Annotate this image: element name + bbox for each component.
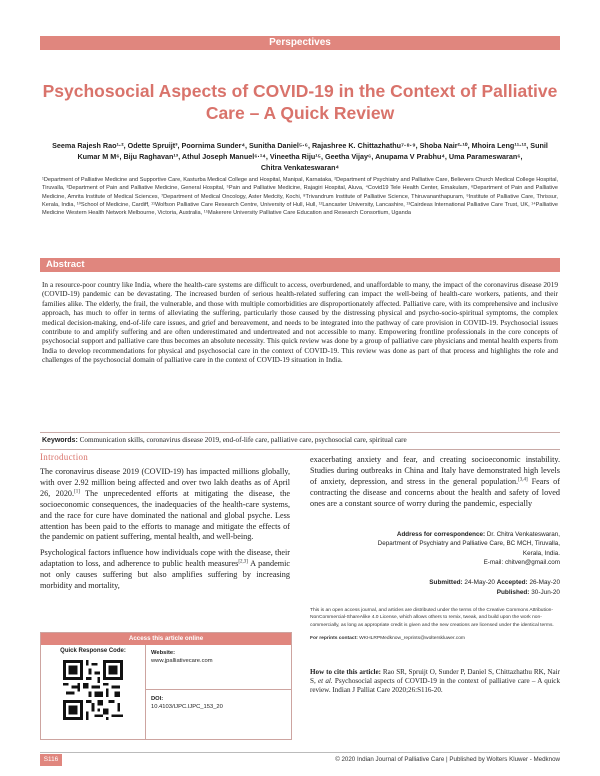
affiliations: ¹Department of Palliative Medicine and Supportive Care, Kasturba Medical College and Hospital, Manipal, Karnataka, ²Department of Psychiatry and Palliative Care, Believers Church Medical College Hospital, Tiruvalla, ³Department of Pain and Palliative Medicine, General Hospital, ⁵Pain and Palliative Medicine, Rajagiri Hospital, Aluva, ⁴Covid19 Tele Health Center, Ernakulam, ⁶Department of Pain and Palliative Medicine, Amrita Institute of Medical Sciences, ⁷Department of Medical Oncology, Aster Medcity, Kochi, ⁸Trivandrum Institute of Palliative Science, Thiruvananthapuram, ⁹Institute of Palliative Care, Thrissur, Kerala, India, ¹⁰School of Medicine, Cardiff, ¹¹Wolfson Palliative Care Research Centre, University of Hull, Hull, ¹²Lancaster University, Lancashire, ¹³Cairdeas International Palliative Care Trust, UK, ¹⁴Palliative Medicine Western Health Network Melbourne, Victoria, Australia, ¹⁵Makerere University Palliative Care Education and Research Consortium, Uganda <box>42 177 558 217</box>
paragraph-text: The unprecedented efforts at mitigating the disease, the socioeconomic consequences, the inadequacies of the health-care systems, and the race for cure have dominated the national and global psyche. Less attention has been paid to the efforts to manage and mitigate the effects of the pandemic on patient suffering, mental health, and well-being. <box>40 488 291 542</box>
keywords <box>42 436 558 445</box>
paragraph <box>40 548 290 592</box>
authors-line-1: Seema Rajesh Rao¹·², Odette Spruijt³, Poornima Sunder⁴, Sunitha Daniel⁵·⁶, Rajashree K. Chittazhathu⁷·⁸·⁹, Shoba Nair²·¹⁰, Mhoira Leng¹¹·¹², Sunil Kumar M M⁶, Biju Raghavan¹³, Athul Joseph Manuel⁶·¹⁴, Vineetha Riju¹⁵, Geetha Vijay⁶, Anupama V Prabhu⁴, Uma Parameswaran⁶, <box>52 141 548 161</box>
author-list <box>42 140 558 173</box>
divider <box>146 689 291 690</box>
access-heading: Access this article online <box>41 633 291 645</box>
license-notice <box>310 607 560 643</box>
abstract-text: In a resource-poor country like India, where the health-care systems are difficult to access, overburdened, and unaffordable to many, the impact of the coronavirus disease 2019 (COVID-19) pandemic can be devastating. The increased burden of serious health-related suffering can impact the well-being of health-care workers, patients, and their families alike. The elderly, the frail, the vulnerable, and those with multiple comorbidities are disproportionately affected. Palliative care, with its comprehensive and inclusive approach, has much to offer in terms of alleviating the suffering, particularly those caused by the distressing physical and psycho-socio-spiritual symptoms, the complex medical decision-making, end-of-life care issues, and grief and bereavement, and needs to be integrated into the pathway of care provision in COVID-19. Psychosocial issues contribute to and amplify suffering and are often underestimated and undertreated and not accessible to many. Empowering frontline professionals in the core concepts of psychosocial support and palliative care thus becomes an absolute necessity. This quick review was done by a group of palliative care physicians and mental health experts from India to develop recommendations for physical and psychosocial care in the context of COVID-19. This review was done as part of that process and highlights the role and challenges of the psychosocial domain of palliative care in the context of COVID-19 situation in India. <box>42 280 558 365</box>
correspondence-name: Dr. Chitra Venkateswaran, <box>485 531 560 538</box>
paragraph-text: Fears of contracting the disease and concerns about the health and safety of loved ones are a constant source of worry during the pandemic, especially <box>310 476 561 508</box>
page-number: S116 <box>40 754 62 766</box>
reprints-email[interactable]: WKHLRPMedknow_reprints@wolterskluwer.com <box>357 636 465 642</box>
divider <box>40 449 560 450</box>
doi-label: DOI: <box>151 696 164 702</box>
cite-text: Psychosocial aspects of COVID-19 in the context of palliative care – A quick review. Indian J Palliat Care 2020;26:S116-20. <box>310 677 560 694</box>
submitted-date: 24-May-20 <box>462 579 497 586</box>
qr-cell <box>41 645 146 739</box>
correspondence-address <box>310 530 560 567</box>
keywords-label: Keywords: <box>42 437 78 444</box>
accepted-date: 26-May-20 <box>527 579 560 586</box>
qr-code-icon[interactable] <box>63 660 123 720</box>
how-to-cite <box>310 668 560 695</box>
cite-etal: et al. <box>317 677 333 685</box>
published-label: Published: <box>496 589 530 596</box>
website-block <box>151 649 287 665</box>
citation-ref[interactable]: [1] <box>74 489 80 495</box>
license-text: This is an open access journal, and articles are distributed under the terms of the Creative Commons Attribution-NonCommercial-ShareAlike 4.0 License, which allows others to remix, tweak, and build upon the work non-commercially, as long as appropriate credit is given and the new creations are licensed under the identical terms. <box>310 608 554 628</box>
cite-label: How to cite this article: <box>310 668 381 676</box>
qr-label: Quick Response Code: <box>60 648 126 654</box>
section-banner: Perspectives <box>40 36 560 50</box>
paragraph-text: A pandemic not only causes suffering but also amplifies suffering by increasing morbidity and mortality, <box>40 559 290 591</box>
article-dates <box>310 578 560 598</box>
citation-ref[interactable]: [3,4] <box>518 477 528 483</box>
column-right <box>310 455 560 510</box>
accepted-label: Accepted: <box>496 579 528 586</box>
paragraph <box>310 455 560 510</box>
column-left <box>40 467 290 592</box>
divider <box>40 432 560 433</box>
footer-text: © 2020 Indian Journal of Palliative Care | Published by Wolters Kluwer - Medknow <box>335 756 560 763</box>
abstract-header <box>40 258 560 272</box>
correspondence-line: Department of Psychiatry and Palliative Care, BC MCH, Tiruvalla, <box>377 540 560 548</box>
published-date: 30-Jun-20 <box>529 589 560 596</box>
keywords-text: Communication skills, coronavirus disease 2019, end-of-life care, palliative care, psychosocial care, spiritual care <box>77 436 407 444</box>
doi-link[interactable]: 10.4103/IJPC.IJPC_153_20 <box>151 704 223 710</box>
paragraph-text: The coronavirus disease 2019 (COVID-19) has impacted millions globally, with over 2.92 million being affected and over two lakh deaths as of April 26, 2020. <box>40 467 290 498</box>
correspondence-line: Kerala, India. <box>522 549 560 557</box>
correspondence-email[interactable]: E-mail: chitven@gmail.com <box>483 558 560 566</box>
correspondence-label: Address for correspondence: <box>396 531 486 538</box>
doi-block <box>151 695 287 711</box>
paragraph-text: Psychological factors influence how individuals cope with the disease, their adaptation to loss, and adherence to public health measures <box>40 548 290 569</box>
website-link[interactable]: www.jpalliativecare.com <box>151 658 213 664</box>
authors-line-2: Chitra Venkateswaran⁴ <box>260 163 340 172</box>
footer-rule <box>40 752 560 753</box>
abstract-heading: Abstract <box>46 259 85 270</box>
section-heading: Introduction <box>40 452 89 462</box>
citation-ref[interactable]: [2,3] <box>238 559 248 565</box>
article-title: Psychosocial Aspects of COVID-19 in the Context of Palliative Care – A Quick Review <box>42 81 558 123</box>
website-label: Website: <box>151 650 176 656</box>
reprints <box>310 635 560 642</box>
cite-text: Rao SR, Spruijt O, Sunder P, Daniel S, Chittazhathu RK, Nair S, <box>310 668 560 685</box>
paragraph <box>40 467 290 543</box>
submitted-label: Submitted: <box>429 579 463 586</box>
paragraph-text: exacerbating anxiety and fear, and creating socioeconomic instability. Studies during outbreaks in China and Italy have demonstrated high levels of anxiety, depression, and stress in the general population. <box>310 455 560 486</box>
access-box <box>40 632 292 740</box>
reprints-label: For reprints contact: <box>310 636 358 642</box>
